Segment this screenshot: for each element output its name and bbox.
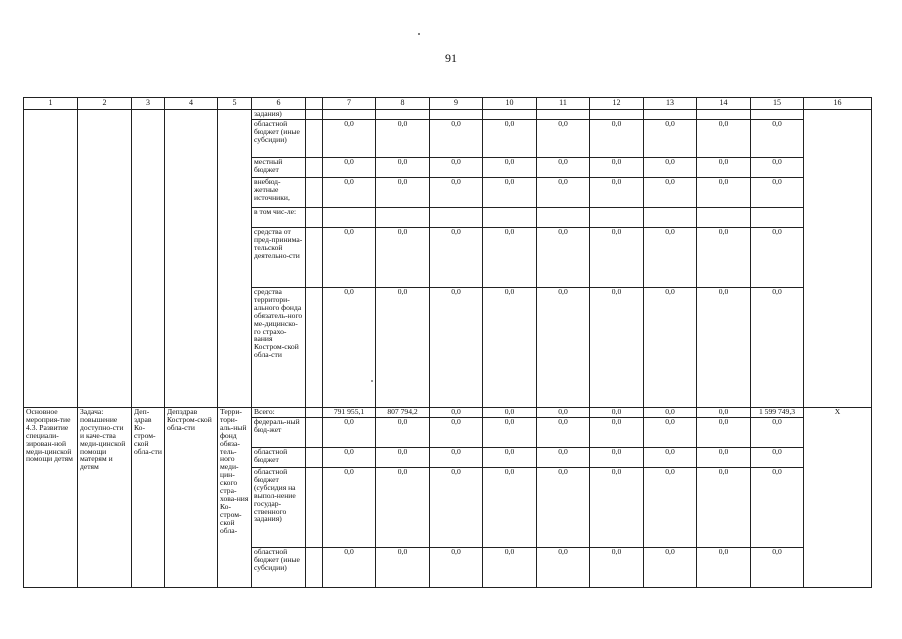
value-cell: 0,0 <box>483 448 537 468</box>
value-cell: 0,0 <box>483 468 537 548</box>
value-cell: 0,0 <box>323 228 376 288</box>
source-label: федераль-ный бюд-жет <box>252 418 306 448</box>
scan-speck <box>418 33 420 35</box>
value-cell: 0,0 <box>590 468 644 548</box>
value-cell: 0,0 <box>537 418 590 448</box>
value-cell: 0,0 <box>483 418 537 448</box>
value-cell <box>483 110 537 120</box>
value-cell: 0,0 <box>751 448 804 468</box>
value-cell: 0,0 <box>323 120 376 158</box>
blank-cell <box>165 110 218 408</box>
value-cell <box>697 208 751 228</box>
value-cell: 0,0 <box>590 418 644 448</box>
source-label: Всего: <box>252 408 306 418</box>
value-cell: 0,0 <box>483 178 537 208</box>
spacer-cell <box>306 418 323 448</box>
value-cell: 0,0 <box>323 288 376 408</box>
header-cell: 5 <box>218 98 252 110</box>
value-cell <box>376 110 430 120</box>
value-cell: 0,0 <box>644 468 697 548</box>
value-cell <box>537 110 590 120</box>
value-cell: 0,0 <box>323 468 376 548</box>
value-cell <box>430 208 483 228</box>
header-cell: 15 <box>751 98 804 110</box>
blank-cell <box>78 110 132 408</box>
value-cell: 0,0 <box>483 120 537 158</box>
value-cell <box>697 110 751 120</box>
value-cell: 0,0 <box>537 548 590 588</box>
value-cell: 0,0 <box>644 158 697 178</box>
header-cell: 14 <box>697 98 751 110</box>
value-cell: 0,0 <box>644 448 697 468</box>
value-cell: 0,0 <box>697 178 751 208</box>
value-cell: 0,0 <box>697 548 751 588</box>
source-label: областной бюджет (субсидия на выпол-нение государ-ственного задания) <box>252 468 306 548</box>
value-cell: 0,0 <box>590 448 644 468</box>
value-cell: 0,0 <box>751 158 804 178</box>
value-cell: 0,0 <box>537 158 590 178</box>
spacer-cell <box>306 408 323 418</box>
blank-cell <box>132 110 165 408</box>
value-cell <box>323 110 376 120</box>
source-label: областной бюджет (иные субсидии) <box>252 120 306 158</box>
header-cell: 7 <box>323 98 376 110</box>
value-cell: 0,0 <box>376 178 430 208</box>
value-cell: 0,0 <box>590 178 644 208</box>
value-cell: 0,0 <box>590 120 644 158</box>
value-cell <box>751 110 804 120</box>
value-cell <box>430 110 483 120</box>
value-cell: 0,0 <box>483 408 537 418</box>
value-cell: 0,0 <box>430 468 483 548</box>
header-cell: 6 <box>252 98 306 110</box>
value-cell: 0,0 <box>751 178 804 208</box>
value-cell: 0,0 <box>323 158 376 178</box>
blank-cell <box>804 110 872 408</box>
header-cell <box>306 98 323 110</box>
value-cell: 0,0 <box>644 548 697 588</box>
header-cell: 13 <box>644 98 697 110</box>
spacer-cell <box>306 178 323 208</box>
participant: Терри-тори-аль-ный фонд обяза-тель-ного меди-цин-ского стра-хова-ния Ко-стром-ской обла- <box>218 408 252 588</box>
value-cell: 0,0 <box>537 178 590 208</box>
value-cell: 0,0 <box>697 288 751 408</box>
value-cell: 0,0 <box>590 548 644 588</box>
value-cell: 0,0 <box>697 468 751 548</box>
executor: Депздрав Костром-ской обла-сти <box>165 408 218 588</box>
measure-name: Основное мероприя-тие 4.3. Развитие специали-зирован-ной меди-цинской помощи детям <box>24 408 78 588</box>
value-cell: 0,0 <box>697 158 751 178</box>
header-cell: 10 <box>483 98 537 110</box>
table-row <box>24 408 872 418</box>
source-label: в том чис-ле: <box>252 208 306 228</box>
coordinator: Деп-здрав Ко-стром-ской обла-сти <box>132 408 165 588</box>
value-cell: 0,0 <box>376 288 430 408</box>
table-row <box>24 110 872 120</box>
value-cell: 1 599 749,3 <box>751 408 804 418</box>
value-cell: 0,0 <box>590 228 644 288</box>
header-cell: 2 <box>78 98 132 110</box>
value-cell <box>323 208 376 228</box>
value-cell: 0,0 <box>644 120 697 158</box>
value-cell <box>644 208 697 228</box>
value-cell: 0,0 <box>430 178 483 208</box>
value-cell: 0,0 <box>430 158 483 178</box>
spacer-cell <box>306 208 323 228</box>
source-label: областной бюджет <box>252 448 306 468</box>
value-cell <box>537 208 590 228</box>
value-cell: 0,0 <box>323 548 376 588</box>
header-cell: 3 <box>132 98 165 110</box>
value-cell: 0,0 <box>697 228 751 288</box>
header-cell: 9 <box>430 98 483 110</box>
value-cell: 0,0 <box>644 288 697 408</box>
value-cell: 0,0 <box>483 158 537 178</box>
spacer-cell <box>306 448 323 468</box>
spacer-cell <box>306 120 323 158</box>
value-cell: 0,0 <box>590 408 644 418</box>
value-cell: 0,0 <box>590 158 644 178</box>
value-cell: 0,0 <box>430 288 483 408</box>
value-cell: 0,0 <box>323 448 376 468</box>
spacer-cell <box>306 548 323 588</box>
value-cell: 0,0 <box>430 408 483 418</box>
task-description: Задача: повышение доступно-сти и каче-ства меди-цинской помощи матерям и детям <box>78 408 132 588</box>
value-cell: 0,0 <box>376 120 430 158</box>
value-cell: 0,0 <box>430 418 483 448</box>
value-cell: 0,0 <box>376 228 430 288</box>
value-cell <box>751 208 804 228</box>
spacer-cell <box>306 110 323 120</box>
value-cell: 0,0 <box>644 228 697 288</box>
value-cell: 0,0 <box>323 178 376 208</box>
source-label: внебюд-жетные источники, <box>252 178 306 208</box>
value-cell: 0,0 <box>537 228 590 288</box>
value-cell: 0,0 <box>537 468 590 548</box>
value-cell: 0,0 <box>323 418 376 448</box>
value-cell: 0,0 <box>537 408 590 418</box>
value-cell <box>590 110 644 120</box>
value-cell <box>376 208 430 228</box>
value-cell: 0,0 <box>483 548 537 588</box>
spacer-cell <box>306 288 323 408</box>
value-cell <box>644 110 697 120</box>
value-cell: 0,0 <box>537 120 590 158</box>
value-cell: 0,0 <box>483 288 537 408</box>
value-cell: 0,0 <box>376 548 430 588</box>
value-cell: 807 794,2 <box>376 408 430 418</box>
value-cell: 0,0 <box>751 120 804 158</box>
header-cell: 4 <box>165 98 218 110</box>
value-cell: 0,0 <box>644 178 697 208</box>
value-cell: 0,0 <box>697 120 751 158</box>
header-cell: 16 <box>804 98 872 110</box>
source-label: задания) <box>252 110 306 120</box>
spacer-cell <box>306 468 323 548</box>
spacer-cell <box>306 158 323 178</box>
value-cell: 0,0 <box>430 448 483 468</box>
value-cell: 0,0 <box>697 448 751 468</box>
value-cell: 791 955,1 <box>323 408 376 418</box>
value-cell: 0,0 <box>751 228 804 288</box>
value-cell: 0,0 <box>697 418 751 448</box>
blank-cell <box>24 110 78 408</box>
value-cell: 0,0 <box>483 228 537 288</box>
value-cell: 0,0 <box>430 228 483 288</box>
value-cell: 0,0 <box>590 288 644 408</box>
header-cell: 1 <box>24 98 78 110</box>
header-cell: 8 <box>376 98 430 110</box>
budget-table <box>23 97 872 588</box>
header-row <box>24 98 872 110</box>
source-label: средства от пред-принима-тельской деятельно-сти <box>252 228 306 288</box>
value-cell: 0,0 <box>376 468 430 548</box>
source-label: средства территори-ального фонда обязатель-ного ме-дицинско-го страхо-вания Костром-ской обла-сти <box>252 288 306 408</box>
value-cell <box>590 208 644 228</box>
spacer-cell <box>306 228 323 288</box>
value-cell: 0,0 <box>376 418 430 448</box>
value-cell: 0,0 <box>537 448 590 468</box>
value-cell: 0,0 <box>644 418 697 448</box>
value-cell: 0,0 <box>751 288 804 408</box>
value-cell: 0,0 <box>751 468 804 548</box>
value-cell: 0,0 <box>751 548 804 588</box>
value-cell: 0,0 <box>751 418 804 448</box>
value-cell: 0,0 <box>430 120 483 158</box>
value-cell: 0,0 <box>697 408 751 418</box>
blank-cell <box>218 110 252 408</box>
source-label: местный бюджет <box>252 158 306 178</box>
value-cell: 0,0 <box>644 408 697 418</box>
value-cell: 0,0 <box>537 288 590 408</box>
page-number: 91 <box>445 51 457 65</box>
indicator-mark: X <box>804 408 872 588</box>
header-cell: 12 <box>590 98 644 110</box>
value-cell: 0,0 <box>376 158 430 178</box>
source-label: областной бюджет (иные субсидии) <box>252 548 306 588</box>
header-cell: 11 <box>537 98 590 110</box>
value-cell: 0,0 <box>376 448 430 468</box>
value-cell: 0,0 <box>430 548 483 588</box>
value-cell <box>483 208 537 228</box>
